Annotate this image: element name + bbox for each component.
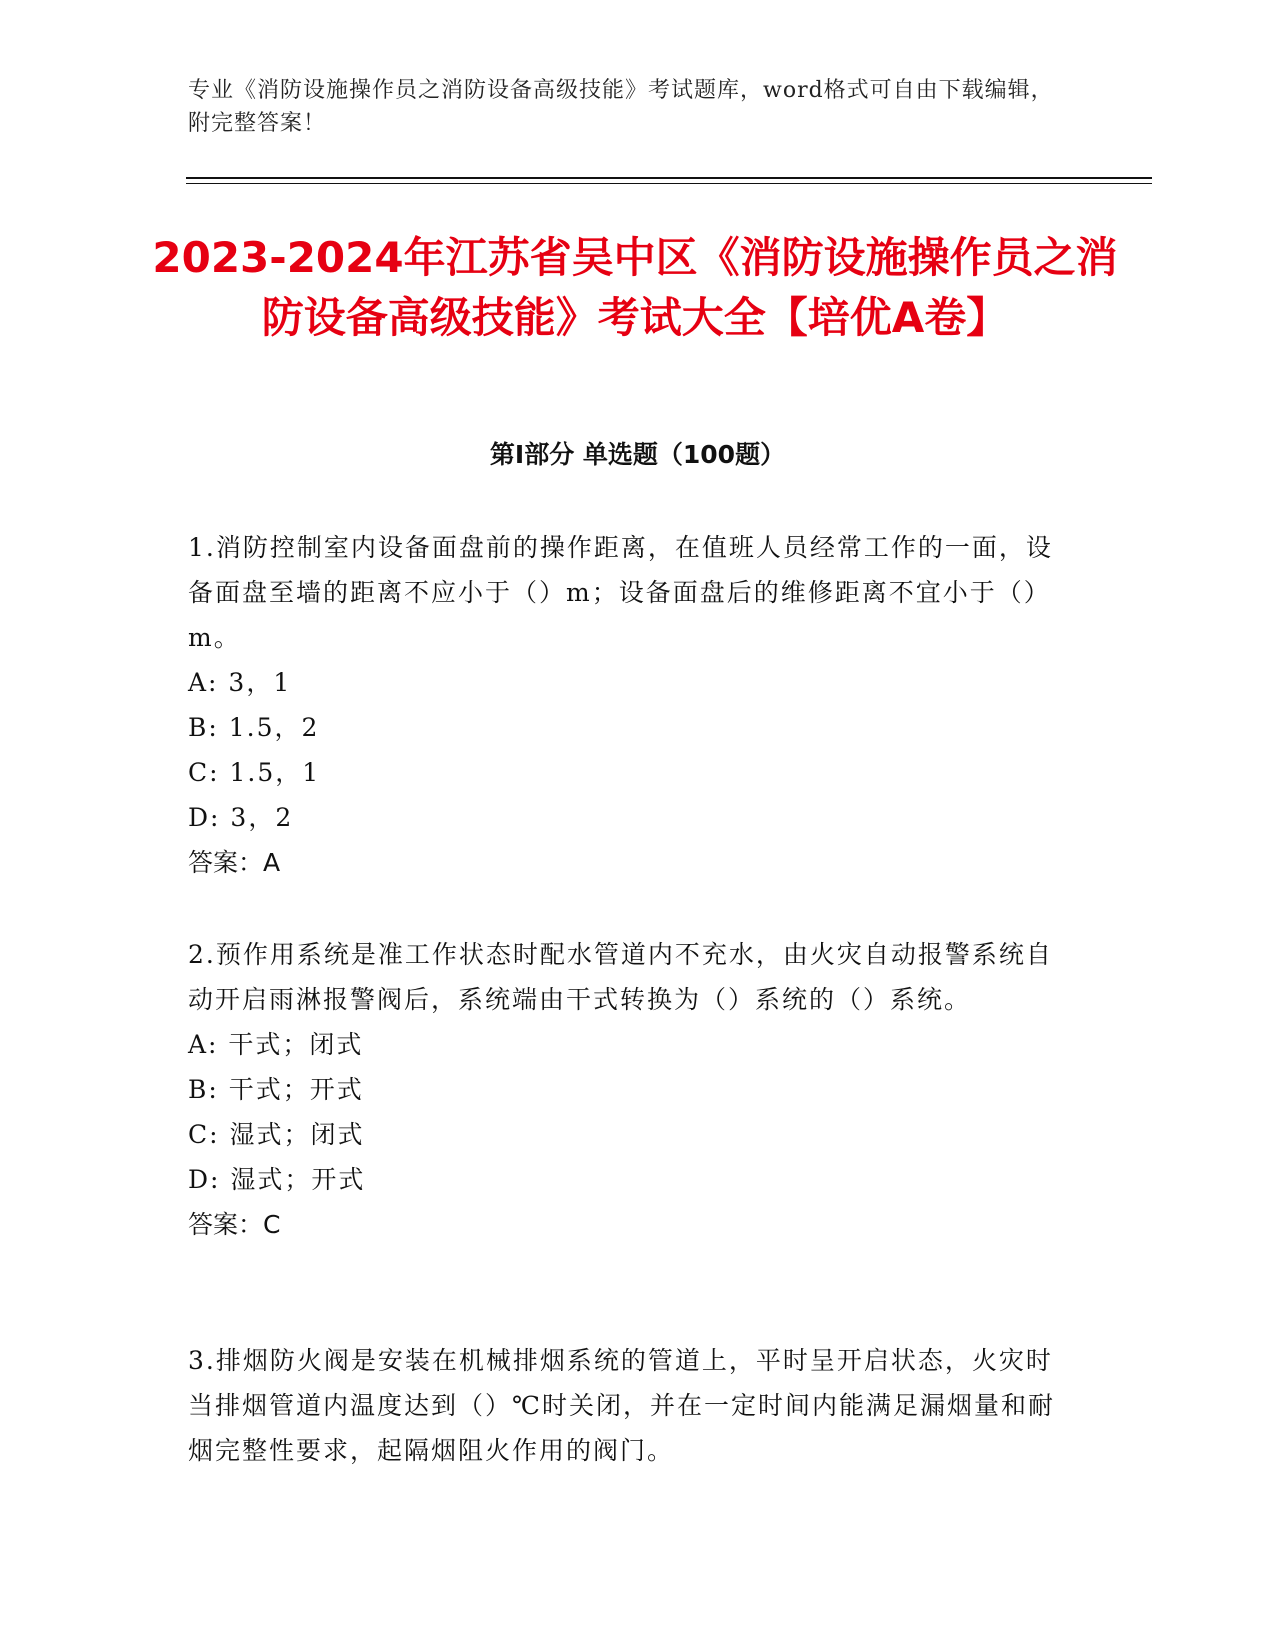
header-note: 专业《消防设施操作员之消防设备高级技能》考试题库，word格式可自由下载编辑，附完整答案！ xyxy=(188,78,1054,136)
option-b: B: 干式；开式 xyxy=(188,1075,364,1104)
option-a: A: 干式；闭式 xyxy=(188,1030,364,1059)
option-c: C: 湿式；闭式 xyxy=(188,1120,365,1149)
option-b: B: 1.5，2 xyxy=(188,713,320,742)
answer: 答案：A xyxy=(188,848,281,877)
option-d: D: 3，2 xyxy=(188,803,294,832)
question-2 xyxy=(188,932,1078,1247)
question-stem: 3.排烟防火阀是安装在机械排烟系统的管道上，平时呈开启状态，火灾时当排烟管道内温度达到（）℃时关闭，并在一定时间内能满足漏烟量和耐烟完整性要求，起隔烟阻火作用的阀门。 xyxy=(188,1346,1055,1465)
option-a: A: 3，1 xyxy=(188,668,292,697)
section-heading: 第Ⅰ部分 单选题（100题） xyxy=(489,440,786,469)
question-1 xyxy=(188,525,1078,885)
header-rule-thick xyxy=(186,177,1152,179)
document-title: 2023-2024年江苏省吴中区《消防设施操作员之消防设备高级技能》考试大全【培优A卷】 xyxy=(152,233,1118,342)
answer: 答案：C xyxy=(188,1210,281,1239)
question-stem: 2.预作用系统是准工作状态时配水管道内不充水，由火灾自动报警系统自动开启雨淋报警阀后，系统端由干式转换为（）系统的（）系统。 xyxy=(188,940,1053,1014)
question-stem: 1.消防控制室内设备面盘前的操作距离，在值班人员经常工作的一面，设备面盘至墙的距离不应小于（）m；设备面盘后的维修距离不宜小于（）m。 xyxy=(188,533,1053,652)
question-3 xyxy=(188,1338,1078,1473)
option-c: C: 1.5，1 xyxy=(188,758,321,787)
header-rule-thin xyxy=(186,183,1152,184)
option-d: D: 湿式；开式 xyxy=(188,1165,366,1194)
